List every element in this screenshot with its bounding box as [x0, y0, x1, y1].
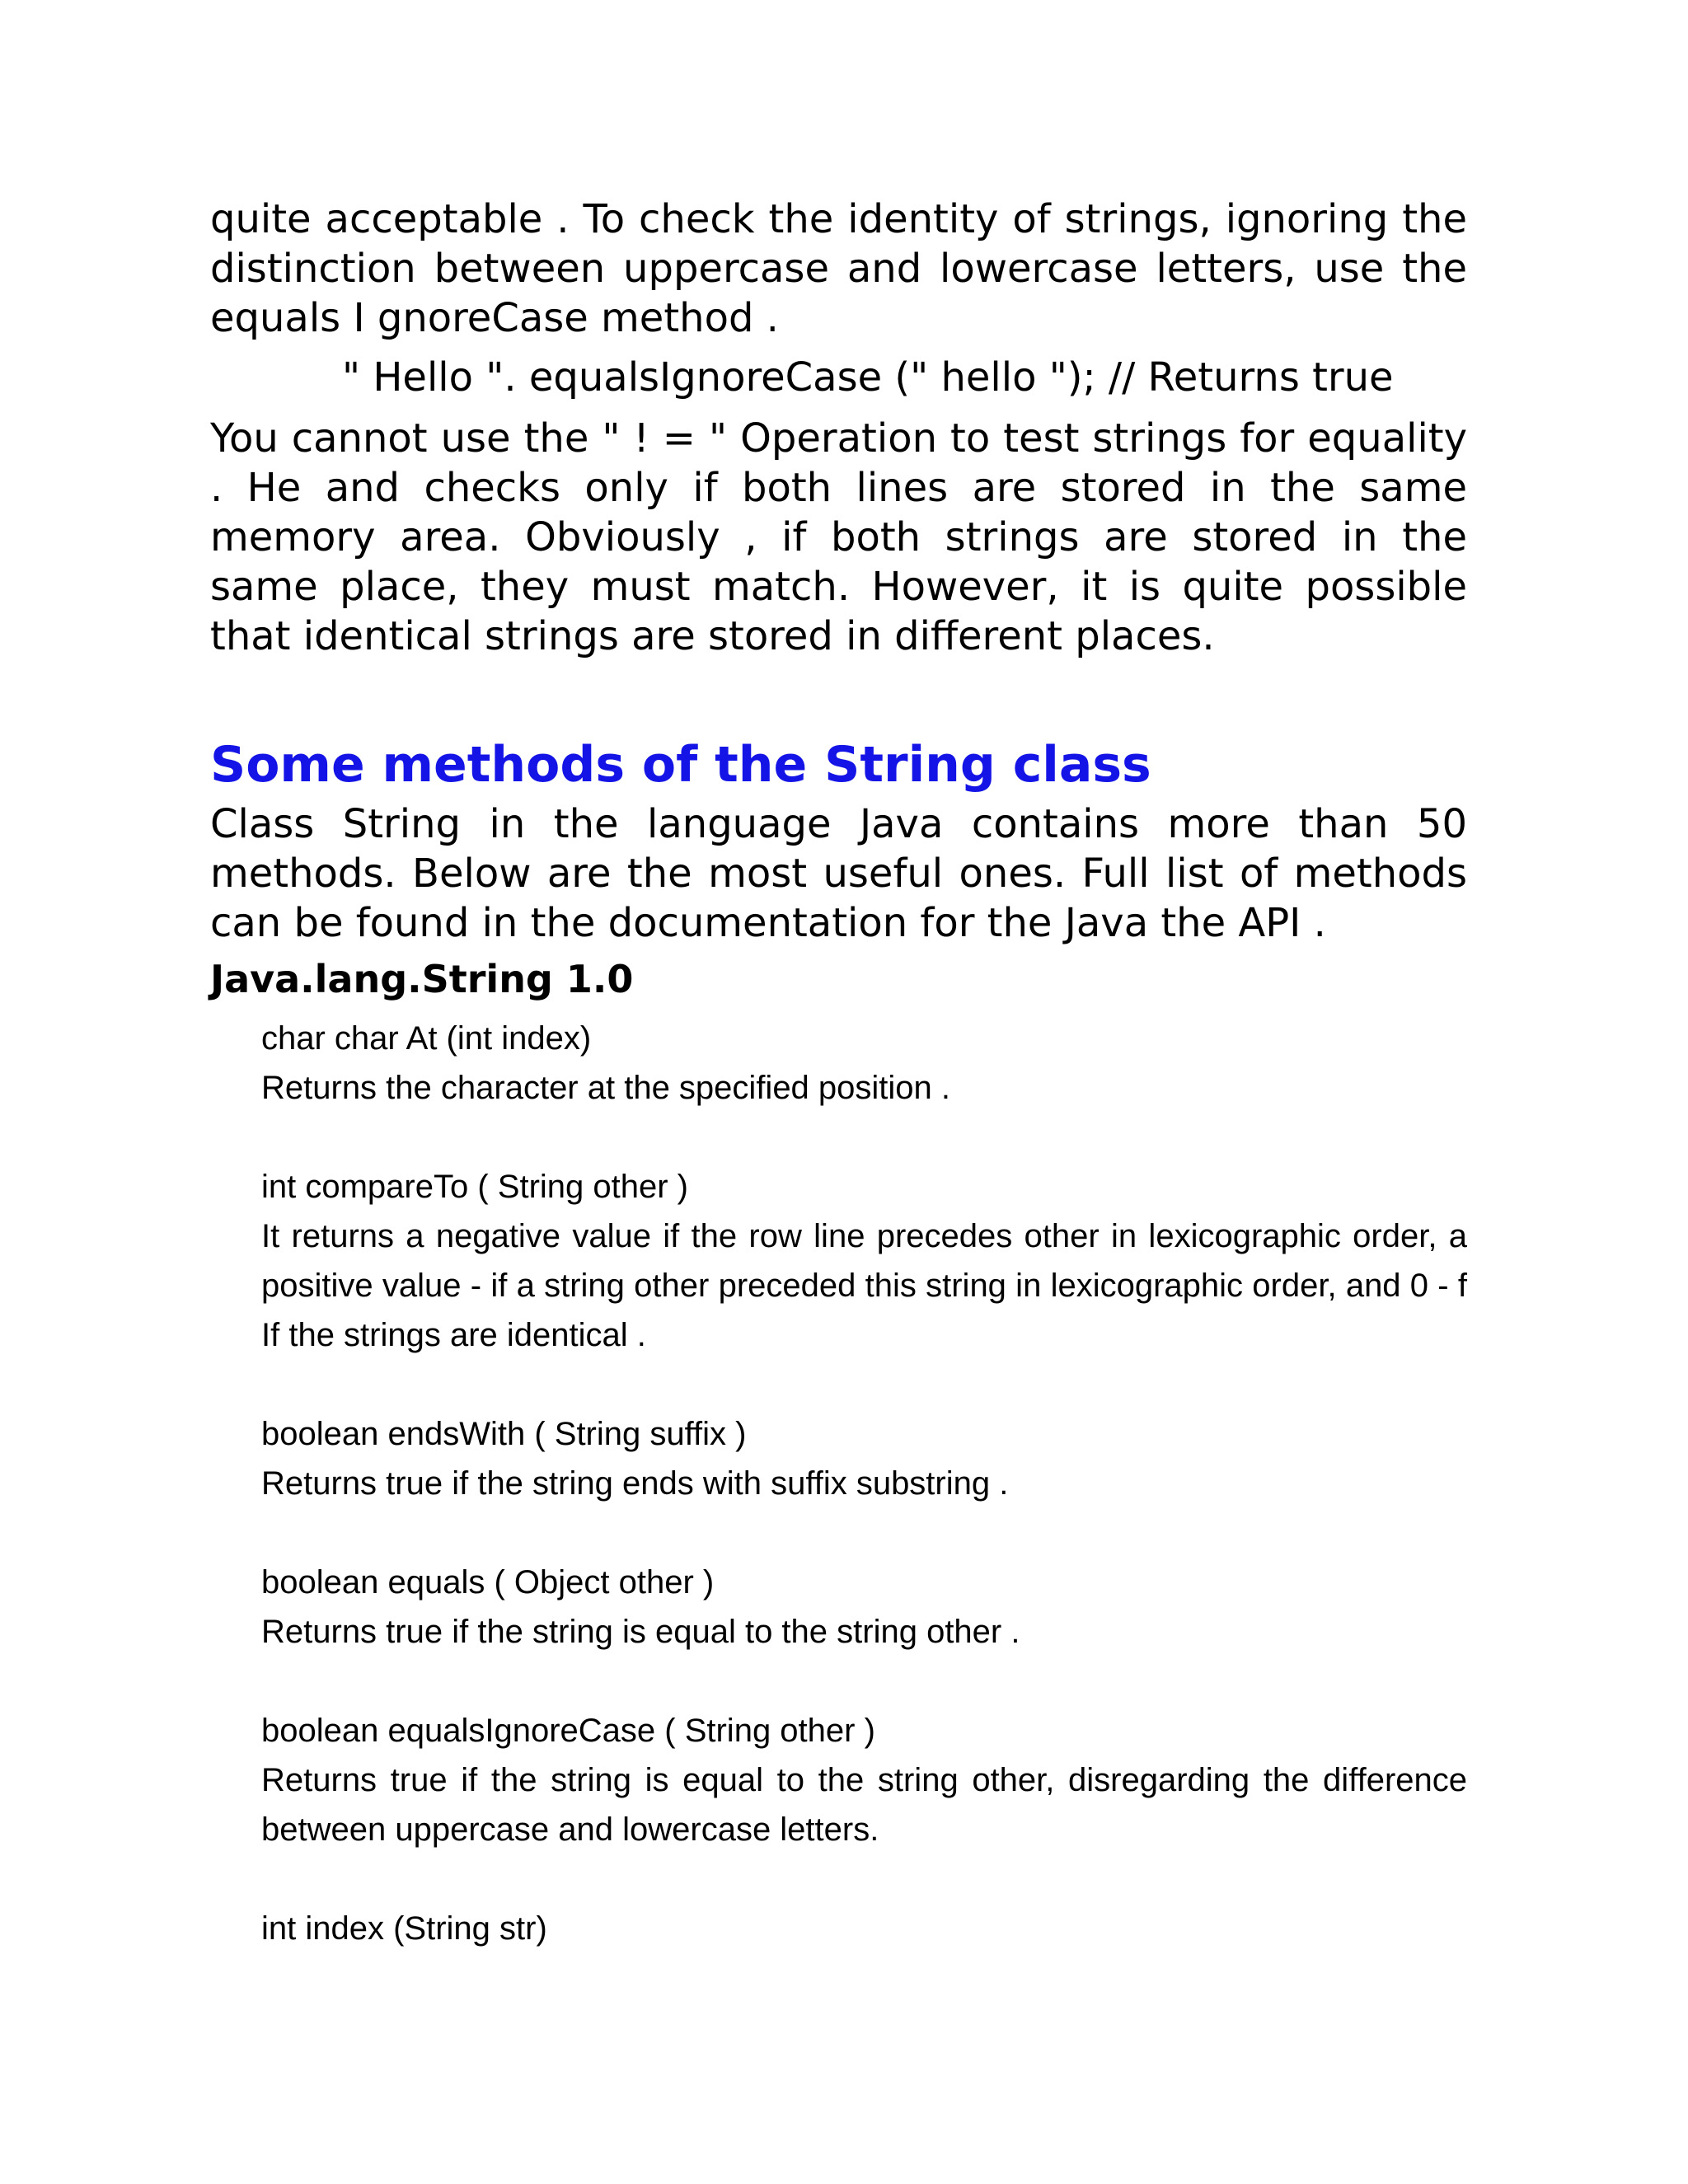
method-signature: boolean endsWith ( String suffix ) [261, 1416, 747, 1452]
method-signature: int index (String str) [261, 1910, 547, 1947]
method-entry [261, 1014, 1467, 1113]
method-entry [261, 1904, 1467, 1953]
method-description: Returns the character at the specified position . [261, 1070, 951, 1106]
method-signature: boolean equals ( Object other ) [261, 1564, 715, 1601]
method-entry [261, 1706, 1467, 1854]
method-description: Returns true if the string ends with suffix substring . [261, 1465, 1009, 1502]
method-signature: boolean equalsIgnoreCase ( String other ) [261, 1713, 875, 1749]
method-entry [261, 1409, 1467, 1508]
section-paragraph: Class String in the language Java contains more than 50 methods. Below are the most useful ones. Full list of methods can be found in the documentation for the Java the API . [210, 801, 1467, 946]
method-description: Returns true if the string is equal to the string other, disregarding the difference between uppercase and lowercase letters. [261, 1762, 1467, 1848]
intro-paragraph-1: quite acceptable . To check the identity of strings, ignoring the distinction between uppercase and lowercase letters, use the equals I gnoreCase method . [210, 196, 1467, 341]
method-description: It returns a negative value if the row line precedes other in lexicographic order, a positive value - if a string other preceded this string in lexicographic order, and 0 - f If the strings are identical . [261, 1218, 1467, 1353]
method-list [210, 1014, 1467, 1953]
method-entry [261, 1162, 1467, 1360]
method-signature: char char At (int index) [261, 1020, 592, 1057]
method-signature: int compareTo ( String other ) [261, 1169, 688, 1205]
method-description: Returns true if the string is equal to the string other . [261, 1614, 1020, 1650]
document-page [210, 194, 1467, 2003]
code-example: " Hello ". equalsIgnoreCase (" hello "); // Returns true [342, 354, 1394, 401]
intro-paragraph-2: You cannot use the " ! = " Operation to test strings for equality . He and checks only if both lines are stored in the same memory area. Obviously , if both strings are stored in the same place, they must match. However, it is quite possible that identical strings are stored in different places. [210, 415, 1467, 659]
section-heading: Some methods of the String class [210, 736, 1151, 794]
method-entry [261, 1558, 1467, 1657]
api-title: Java.lang.String 1.0 [210, 957, 634, 1001]
